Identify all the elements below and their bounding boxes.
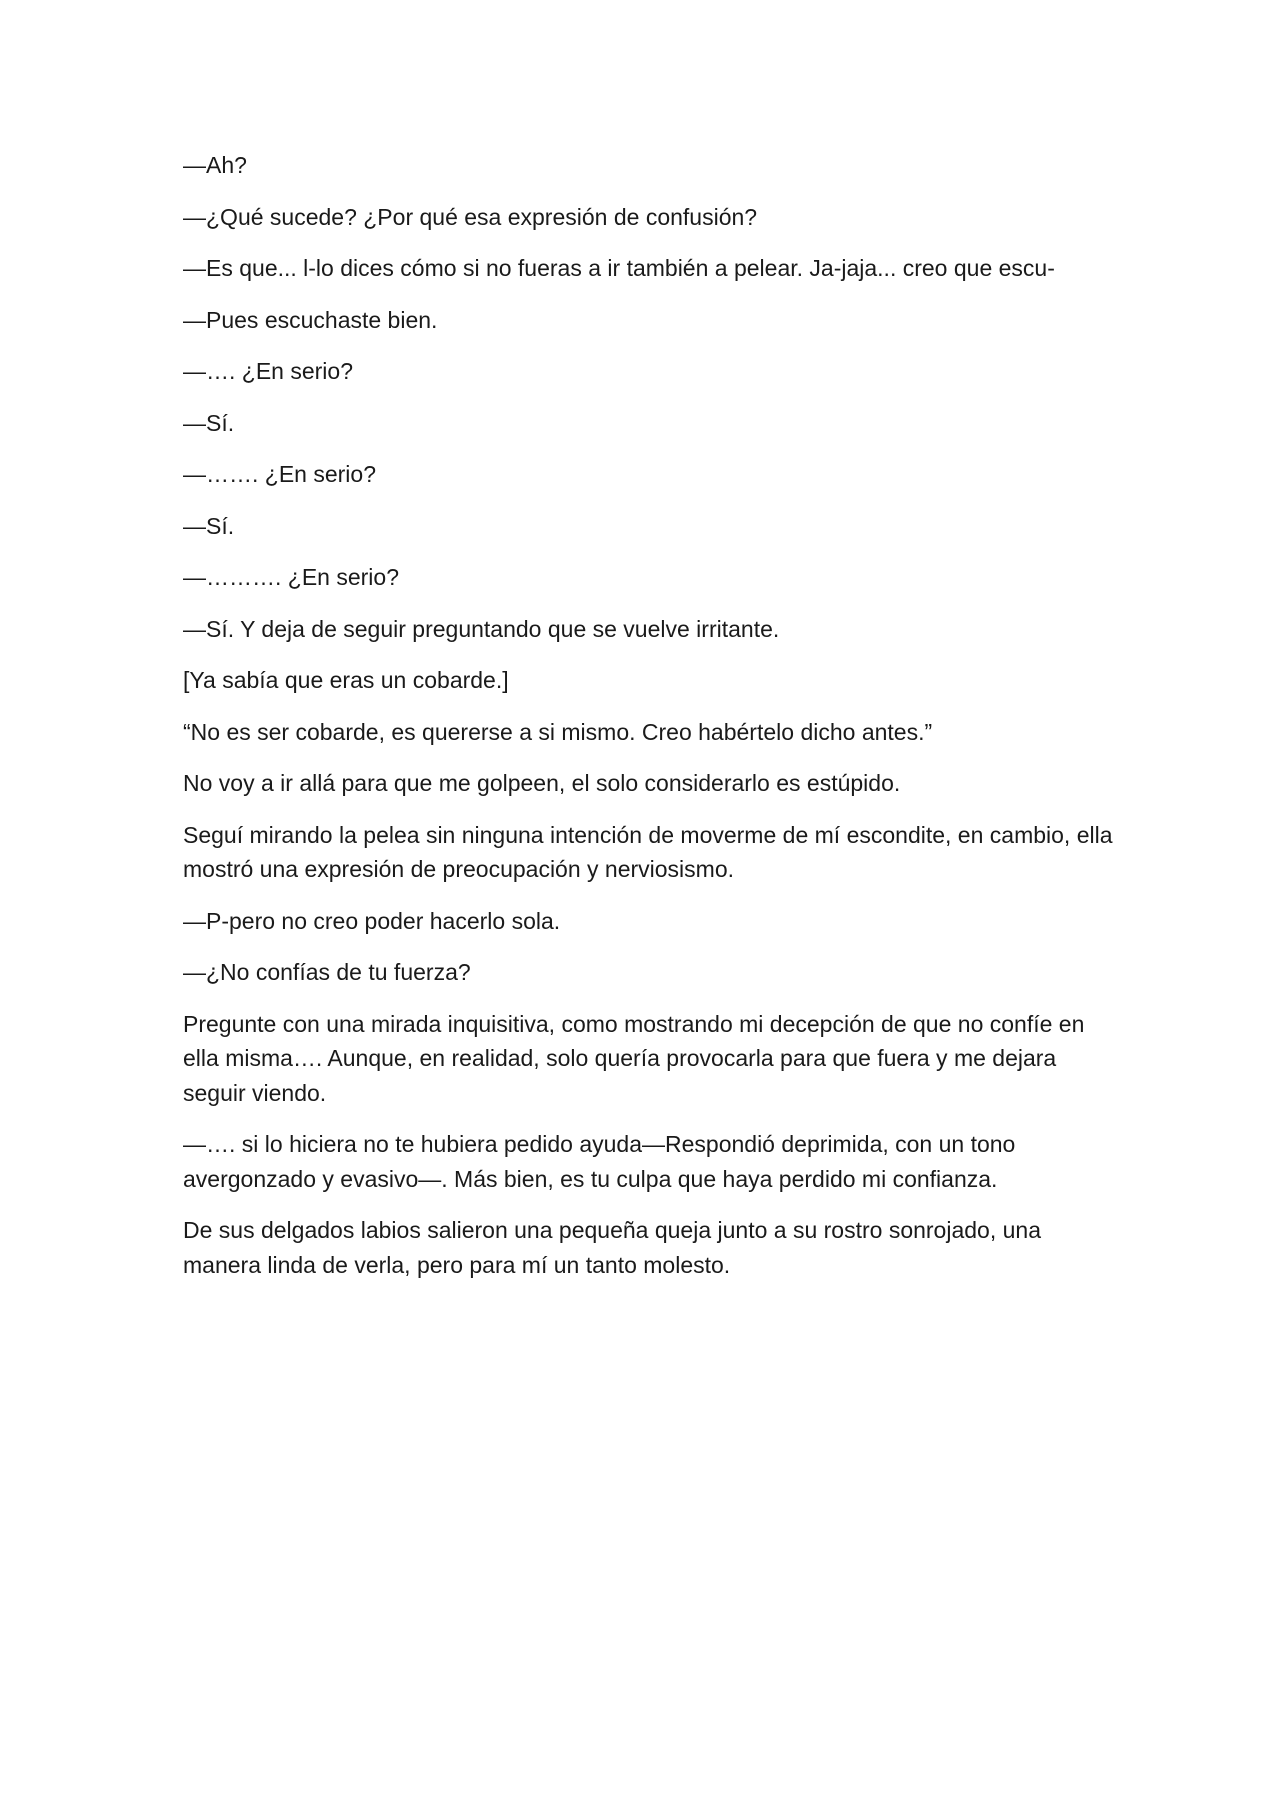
paragraph: —………. ¿En serio?: [183, 564, 399, 590]
paragraph: No voy a ir allá para que me golpeen, el solo considerarlo es estúpido.: [183, 770, 901, 796]
paragraph: [Ya sabía que eras un cobarde.]: [183, 667, 509, 693]
document-body: [183, 148, 1113, 1299]
paragraph: —Ah?: [183, 152, 247, 178]
paragraph: Seguí mirando la pelea sin ninguna intención de moverme de mí escondite, en cambio, ella mostró una expresión de preocupación y nerviosismo.: [183, 821, 1113, 882]
paragraph: —Sí. Y deja de seguir preguntando que se vuelve irritante.: [183, 615, 780, 642]
paragraph: —…. si lo hiciera no te hubiera pedido ayuda—Respondió deprimida, con un tono avergonzado y evasivo—. Más bien, es tu culpa que haya perdido mi confianza.: [183, 1131, 1016, 1192]
paragraph: —……. ¿En serio?: [183, 461, 376, 487]
paragraph: —¿Qué sucede? ¿Por qué esa expresión de confusión?: [183, 203, 758, 230]
paragraph: —P-pero no creo poder hacerlo sola.: [183, 907, 561, 934]
paragraph: —¿No confías de tu fuerza?: [183, 959, 471, 985]
paragraph: —Sí.: [183, 409, 235, 436]
paragraph: De sus delgados labios salieron una pequeña queja junto a su rostro sonrojado, una manera linda de verla, pero para mí un tanto molesto.: [183, 1217, 1041, 1278]
paragraph: —Sí.: [183, 512, 235, 539]
paragraph: —Es que... l-lo dices cómo si no fueras a ir también a pelear. Ja-jaja... creo que escu-: [183, 255, 1055, 281]
paragraph: —…. ¿En serio?: [183, 358, 353, 384]
paragraph: —Pues escuchaste bien.: [183, 306, 438, 333]
paragraph: “No es ser cobarde, es quererse a si mismo. Creo habértelo dicho antes.”: [183, 718, 933, 745]
paragraph: Pregunte con una mirada inquisitiva, como mostrando mi decepción de que no confíe en ella misma…. Aunque, en realidad, solo quería provocarla para que fuera y me dejara seguir viendo.: [183, 1010, 1085, 1106]
